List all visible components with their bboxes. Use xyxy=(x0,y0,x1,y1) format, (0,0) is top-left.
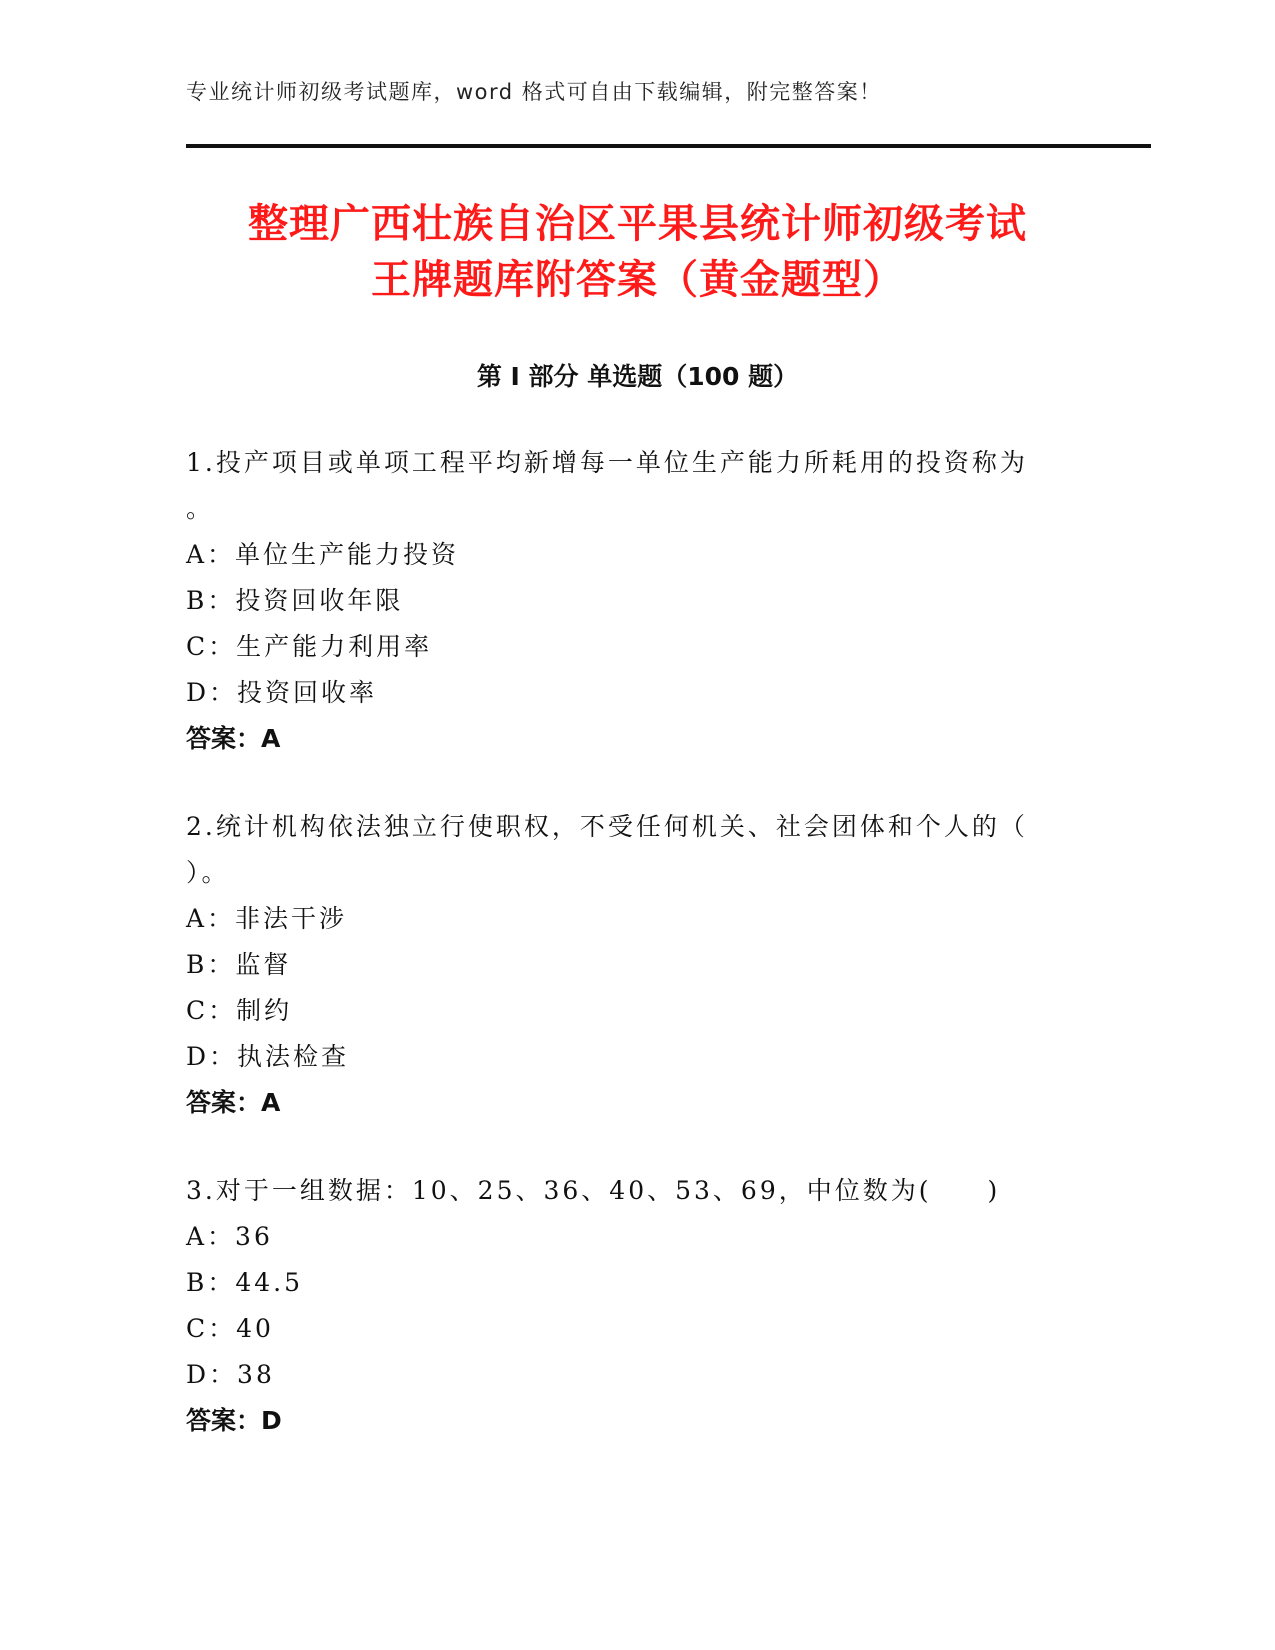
document-title-line-2: 王牌题库附答案（黄金题型） xyxy=(371,257,904,303)
option-b: B：投资回收年限 xyxy=(186,586,404,615)
question-2 xyxy=(186,804,1066,1126)
option-a: A：非法干涉 xyxy=(186,904,348,933)
question-1 xyxy=(186,440,1066,762)
option-c: C：制约 xyxy=(186,996,293,1025)
question-stem: 3.对于一组数据：10、25、36、40、53、69，中位数为( ) xyxy=(186,1176,1001,1205)
question-stem: 1.投产项目或单项工程平均新增每一单位生产能力所耗用的投资称为 xyxy=(186,448,1028,477)
option-d: D：投资回收率 xyxy=(186,678,378,707)
option-d: D：执法检查 xyxy=(186,1042,350,1071)
header-divider xyxy=(186,144,1151,148)
document-title-line-1: 整理广西壮族自治区平果县统计师初级考试 xyxy=(248,201,1027,247)
question-stem-continuation: ）。 xyxy=(186,858,230,887)
question-3 xyxy=(186,1168,1066,1444)
answer: 答案：A xyxy=(186,1088,281,1117)
option-b: B：监督 xyxy=(186,950,292,979)
question-stem: 2.统计机构依法独立行使职权，不受任何机关、社会团体和个人的（ xyxy=(186,812,1028,841)
section-heading: 第 I 部分 单选题（100 题） xyxy=(476,362,799,391)
option-d: D：38 xyxy=(186,1360,275,1389)
option-c: C：生产能力利用率 xyxy=(186,632,433,661)
option-a: A：单位生产能力投资 xyxy=(186,540,460,569)
option-c: C：40 xyxy=(186,1314,274,1343)
header-note: 专业统计师初级考试题库，word 格式可自由下载编辑，附完整答案！ xyxy=(186,80,882,104)
question-list xyxy=(186,440,1066,1486)
option-b: B：44.5 xyxy=(186,1268,304,1297)
question-stem-continuation: 。 xyxy=(186,494,215,523)
document-title xyxy=(150,196,1125,308)
answer: 答案：A xyxy=(186,724,281,753)
option-a: A：36 xyxy=(186,1222,273,1251)
answer: 答案：D xyxy=(186,1406,282,1435)
